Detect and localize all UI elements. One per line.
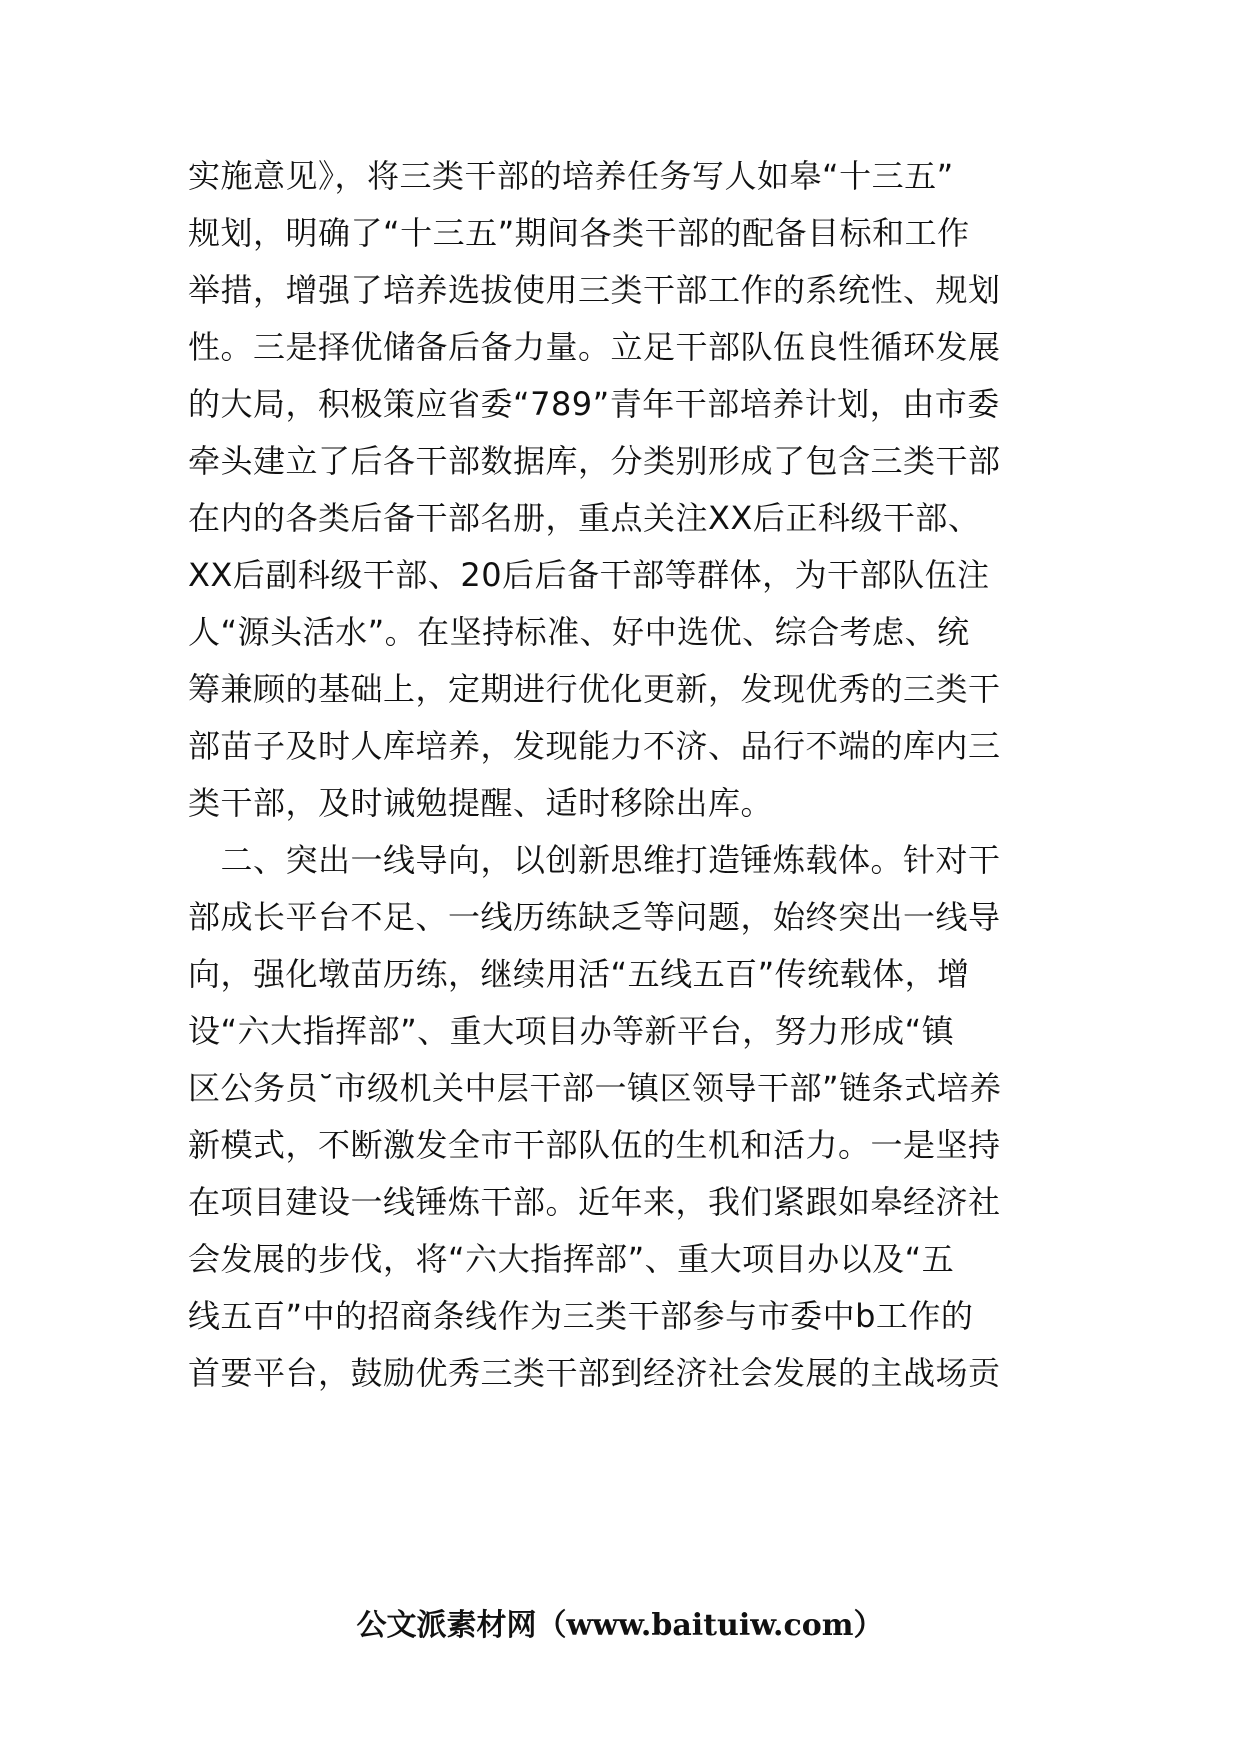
body-text-line: 牵头建立了后各干部数据库，分类别形成了包含三类干部 — [188, 442, 1001, 480]
footer-watermark: 公文派素材网（www.baituiw.com） — [356, 1608, 884, 1643]
body-text-line: 筹兼顾的基础上，定期进行优化更新，发现优秀的三类干 — [188, 670, 1001, 708]
body-text-line: 举措，增强了培养选拔使用三类干部工作的系统性、规划 — [188, 271, 1001, 309]
body-text-line: 向，强化墩苗历练，继续用活“五线五百”传统载体，增 — [188, 955, 970, 993]
body-text-line: 在项目建设一线锤炼干部。近年来，我们紧跟如皋经济社 — [188, 1183, 1001, 1221]
body-text-line: 新模式，不断激发全市干部队伍的生机和活力。一是坚持 — [188, 1126, 1001, 1164]
body-text-line: 的大局，积极策应省委“789”青年干部培养计划，由市委 — [188, 385, 1000, 423]
body-text-line: 类干部，及时诫勉提醒、适时移除出库。 — [188, 784, 774, 822]
body-text-line: 性。三是择优储备后备力量。立足干部队伍良性循环发展 — [188, 328, 1001, 366]
body-text-line: 设“六大指挥部”、重大项目办等新平台，努力形成“镇 — [188, 1012, 955, 1050]
body-text-line: 首要平台，鼓励优秀三类干部到经济社会发展的主战场贡 — [188, 1354, 1001, 1392]
body-text-line: 线五百”中的招商条线作为三类干部参与市委中b工作的 — [188, 1297, 974, 1335]
body-text-line: 部成长平台不足、一线历练缺乏等问题，始终突出一线导 — [188, 898, 1001, 936]
body-text-line: 部苗子及时人库培养，发现能力不济、品行不端的库内三 — [188, 727, 1001, 765]
body-text-line: 在内的各类后备干部名册，重点关注XX后正科级干部、 — [188, 499, 981, 537]
body-text-line: 区公务员˘市级机关中层干部一镇区领导干部”链条式培养 — [188, 1069, 1002, 1107]
body-text-line: 人“源头活水”。在坚持标准、好中选优、综合考虑、统 — [188, 613, 970, 651]
body-text-line: 会发展的步伐，将“六大指挥部”、重大项目办以及“五 — [188, 1240, 955, 1278]
body-text-line: 规划，明确了“十三五”期间各类干部的配备目标和工作 — [188, 214, 970, 252]
body-text-line: XX后副科级干部、20后后备干部等群体，为干部队伍注 — [188, 556, 990, 594]
section-heading-line: 二、突出一线导向，以创新思维打造锤炼载体。针对干 — [188, 841, 1001, 879]
body-text-line: 实施意见》，将三类干部的培养任务写人如皋“十三五” — [188, 157, 954, 195]
